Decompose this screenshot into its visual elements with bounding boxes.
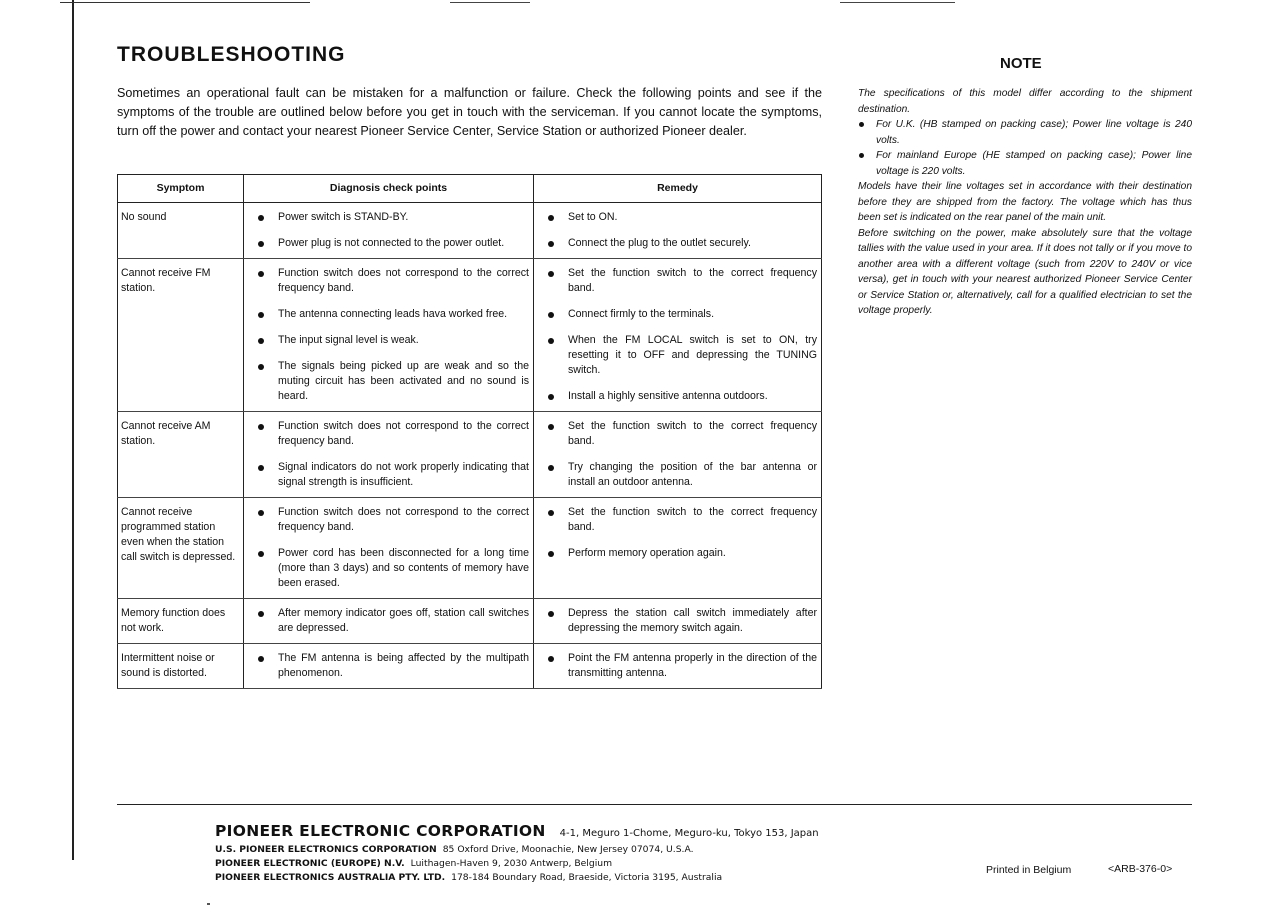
symptom-cell: Intermittent noise or sound is distorted.: [118, 644, 244, 689]
note-bullet: [858, 148, 1192, 179]
diagnosis-text: After memory indicator goes off, station call switches are depressed.: [278, 607, 529, 634]
bullet-icon: [258, 611, 264, 617]
remedy-text: Depress the station call switch immediately after depressing the memory switch again.: [568, 607, 817, 634]
bullet-icon: [258, 241, 264, 247]
corp-eu: [215, 854, 819, 868]
bullet-icon: [258, 271, 264, 277]
bullet-icon: [548, 656, 554, 662]
remedy-text: Install a highly sensitive antenna outdoors.: [568, 390, 768, 402]
bullet-icon: [548, 338, 554, 344]
footer-divider: [117, 804, 1192, 805]
remedy-list: [538, 419, 817, 490]
diagnosis-text: Function switch does not correspond to the correct frequency band.: [278, 267, 529, 294]
remedy-cell: [534, 599, 822, 644]
diagnosis-item: [248, 307, 529, 322]
diagnosis-item: [248, 236, 529, 251]
diagnosis-cell: [244, 259, 534, 412]
bullet-icon: [258, 338, 264, 344]
corp-eu-address: Luithagen-Haven 9, 2030 Antwerp, Belgium: [410, 858, 613, 869]
bullet-icon: [258, 215, 264, 221]
note-text: [858, 86, 1192, 319]
diagnosis-text: The antenna connecting leads hava worked free.: [278, 308, 508, 320]
remedy-item: [538, 419, 817, 449]
bullet-icon: [548, 312, 554, 318]
bullet-icon: [258, 424, 264, 430]
diagnosis-list: [248, 505, 529, 591]
diagnosis-item: [248, 266, 529, 296]
note-paragraph: Before switching on the power, make absolutely sure that the voltage tallies with the value used in your area. If it does not tally or if you move to another area with a different voltage (such from 220V to 240V or vice versa), get in touch with your nearest authorized Pioneer Service Center or Service Station or, alternatively, call for a qualified electrician to set the voltage properly.: [858, 227, 1192, 316]
note-paragraph: Models have their line voltages set in accordance with their destination before they are shipped from the factory. The voltage which has thus been set is indicated on the rear panel of the main unit.: [858, 181, 1192, 223]
corp-us: [215, 840, 819, 854]
header-diagnosis: Diagnosis check points: [244, 175, 534, 203]
symptom-cell: Cannot receive programmed station even when the station call switch is depressed.: [118, 498, 244, 599]
diagnosis-text: Function switch does not correspond to the correct frequency band.: [278, 420, 529, 447]
remedy-list: [538, 651, 817, 681]
diagnosis-item: [248, 419, 529, 449]
remedy-list: [538, 266, 817, 404]
intro-paragraph: Sometimes an operational fault can be mistaken for a malfunction or failure. Check the following points and see if the symptoms of the trouble are outlined below before you get in touch with the serviceman. If you cannot locate the symptoms, turn off the power and contact your nearest Pioneer Service Center, Service Station or authorized Pioneer dealer.: [117, 86, 822, 138]
bullet-icon: [548, 510, 554, 516]
diagnosis-list: [248, 266, 529, 404]
bullet-icon: [548, 424, 554, 430]
corp-main-address: 4-1, Meguro 1-Chome, Meguro-ku, Tokyo 153, Japan: [559, 828, 819, 839]
bullet-icon: [548, 551, 554, 557]
remedy-text: Connect the plug to the outlet securely.: [568, 237, 751, 249]
remedy-item: [538, 333, 817, 378]
diagnosis-item: [248, 606, 529, 636]
note-paragraph: The specifications of this model differ according to the shipment destination.: [858, 88, 1192, 115]
diagnosis-item: [248, 210, 529, 225]
table-row: [118, 644, 822, 689]
symptom-cell: Cannot receive FM station.: [118, 259, 244, 412]
diagnosis-cell: [244, 412, 534, 498]
table-row: [118, 599, 822, 644]
diagnosis-item: [248, 505, 529, 535]
remedy-cell: [534, 203, 822, 259]
diagnosis-text: The signals being picked up are weak and so the muting circuit has been activated and no sound is heard.: [278, 360, 529, 402]
diagnosis-cell: [244, 203, 534, 259]
table-header-row: [118, 175, 822, 203]
diagnosis-cell: [244, 644, 534, 689]
bullet-icon: [548, 394, 554, 400]
diagnosis-list: [248, 419, 529, 490]
note-bullet-text: For mainland Europe (HE stamped on packing case); Power line voltage is 220 volts.: [876, 150, 1192, 177]
top-mark: [60, 2, 310, 3]
table-body: [118, 203, 822, 689]
corp-au-address: 178-184 Boundary Road, Braeside, Victoria 3195, Australia: [451, 872, 723, 883]
top-mark: [840, 2, 955, 3]
remedy-text: Set to ON.: [568, 211, 618, 223]
corp-us-name: U.S. PIONEER ELECTRONICS CORPORATION: [215, 844, 437, 855]
note-heading: NOTE: [1000, 55, 1042, 72]
diagnosis-item: [248, 651, 529, 681]
corporate-addresses: [215, 822, 819, 882]
diagnosis-text: Power cord has been disconnected for a long time (more than 3 days) and so contents of memory have been erased.: [278, 547, 529, 589]
remedy-cell: [534, 259, 822, 412]
document-code: <ARB-376-0>: [1108, 863, 1173, 875]
symptom-cell: No sound: [118, 203, 244, 259]
header-remedy: Remedy: [534, 175, 822, 203]
bullet-icon: [258, 465, 264, 471]
remedy-item: [538, 210, 817, 225]
remedy-item: [538, 307, 817, 322]
bullet-icon: [859, 122, 864, 127]
remedy-text: Connect firmly to the terminals.: [568, 308, 715, 320]
table-row: [118, 259, 822, 412]
diagnosis-cell: [244, 498, 534, 599]
remedy-text: When the FM LOCAL switch is set to ON, try resetting it to OFF and depressing the TUNING switch.: [568, 334, 817, 376]
remedy-cell: [534, 498, 822, 599]
diagnosis-text: The FM antenna is being affected by the multipath phenomenon.: [278, 652, 529, 679]
remedy-list: [538, 210, 817, 251]
corp-au: [215, 868, 819, 882]
top-mark: [450, 2, 530, 3]
diagnosis-list: [248, 651, 529, 681]
bullet-icon: [548, 465, 554, 471]
remedy-item: [538, 606, 817, 636]
bullet-icon: [258, 312, 264, 318]
bullet-icon: [548, 611, 554, 617]
diagnosis-item: [248, 460, 529, 490]
table-row: [118, 203, 822, 259]
note-bullet: [858, 117, 1192, 148]
bullet-icon: [548, 241, 554, 247]
printed-in: Printed in Belgium: [986, 864, 1072, 876]
diagnosis-item: [248, 359, 529, 404]
remedy-text: Point the FM antenna properly in the direction of the transmitting antenna.: [568, 652, 817, 679]
diagnosis-text: Power plug is not connected to the power outlet.: [278, 237, 505, 249]
symptom-cell: Cannot receive AM station.: [118, 412, 244, 498]
remedy-cell: [534, 644, 822, 689]
remedy-item: [538, 460, 817, 490]
diagnosis-item: [248, 546, 529, 591]
bullet-icon: [258, 551, 264, 557]
diagnosis-text: Function switch does not correspond to the correct frequency band.: [278, 506, 529, 533]
remedy-text: Set the function switch to the correct frequency band.: [568, 420, 817, 447]
bullet-icon: [258, 510, 264, 516]
symptom-cell: Memory function does not work.: [118, 599, 244, 644]
bullet-icon: [859, 153, 864, 158]
troubleshooting-table: [117, 174, 822, 689]
diagnosis-list: [248, 606, 529, 636]
remedy-item: [538, 505, 817, 535]
diagnosis-list: [248, 210, 529, 251]
bullet-icon: [548, 215, 554, 221]
remedy-text: Set the function switch to the correct frequency band.: [568, 267, 817, 294]
corp-eu-name: PIONEER ELECTRONIC (EUROPE) N.V.: [215, 858, 405, 869]
remedy-list: [538, 505, 817, 561]
print-speck: [207, 903, 210, 905]
corp-au-name: PIONEER ELECTRONICS AUSTRALIA PTY. LTD.: [215, 872, 446, 883]
table-row: [118, 412, 822, 498]
diagnosis-item: [248, 333, 529, 348]
header-symptom: Symptom: [118, 175, 244, 203]
bullet-icon: [258, 364, 264, 370]
diagnosis-cell: [244, 599, 534, 644]
remedy-item: [538, 651, 817, 681]
remedy-item: [538, 546, 817, 561]
corp-us-address: 85 Oxford Drive, Moonachie, New Jersey 07074, U.S.A.: [442, 844, 694, 855]
remedy-cell: [534, 412, 822, 498]
remedy-text: Set the function switch to the correct frequency band.: [568, 506, 817, 533]
remedy-item: [538, 389, 817, 404]
bullet-icon: [548, 271, 554, 277]
corp-main-name: PIONEER ELECTRONIC CORPORATION: [215, 822, 546, 840]
page-title: TROUBLESHOOTING: [117, 43, 346, 66]
diagnosis-text: Signal indicators do not work properly indicating that signal strength is insufficient.: [278, 461, 529, 488]
corp-main: [215, 822, 819, 840]
remedy-text: Perform memory operation again.: [568, 547, 726, 559]
diagnosis-text: Power switch is STAND-BY.: [278, 211, 409, 223]
remedy-item: [538, 236, 817, 251]
remedy-item: [538, 266, 817, 296]
bullet-icon: [258, 656, 264, 662]
diagnosis-text: The input signal level is weak.: [278, 334, 419, 346]
remedy-text: Try changing the position of the bar antenna or install an outdoor antenna.: [568, 461, 817, 488]
binder-line: [72, 0, 74, 860]
table-row: [118, 498, 822, 599]
remedy-list: [538, 606, 817, 636]
note-bullet-text: For U.K. (HB stamped on packing case); Power line voltage is 240 volts.: [876, 119, 1192, 146]
